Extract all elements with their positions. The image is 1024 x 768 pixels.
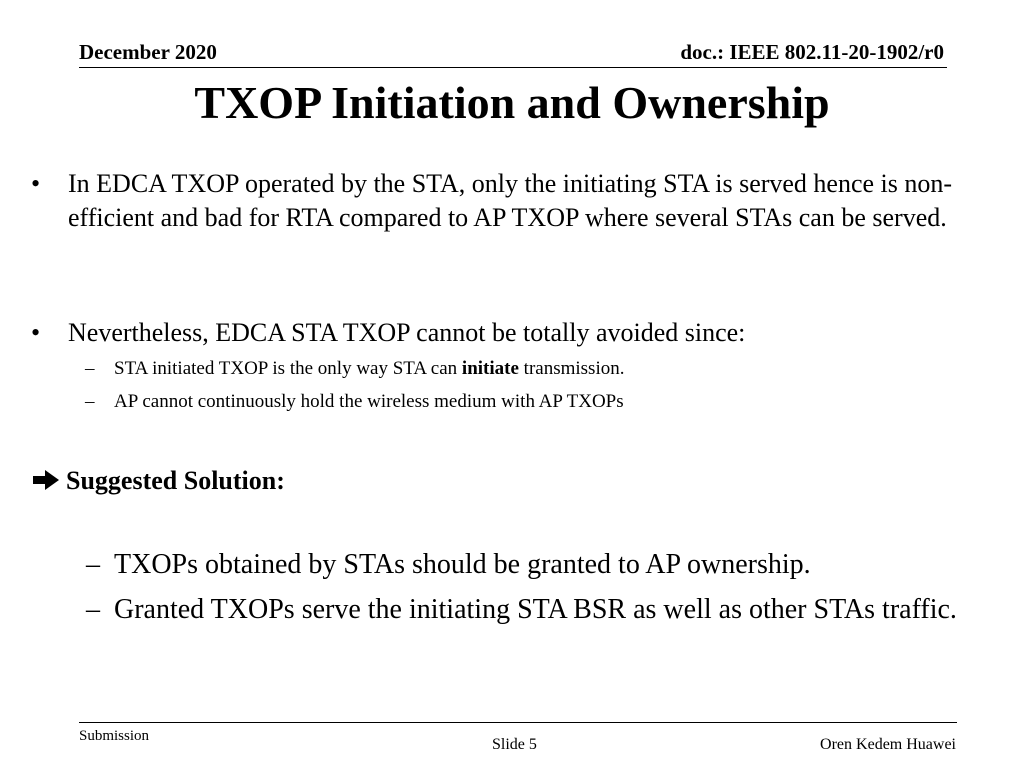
slide-title: TXOP Initiation and Ownership <box>194 77 830 128</box>
footer-slide-number: Slide 5 <box>492 736 537 753</box>
solution-item-1: TXOPs obtained by STAs should be granted to AP ownership. <box>114 549 811 580</box>
sub-bullet-dash: – <box>85 391 95 412</box>
sub-bullet-1-pre: STA initiated TXOP is the only way STA can <box>114 358 462 379</box>
footer-rule <box>79 722 957 723</box>
sub-bullet-1-post: transmission. <box>518 358 625 379</box>
sub-bullet-2: AP cannot continuously hold the wireless medium with AP TXOPs <box>114 391 624 412</box>
solution-dash: – <box>86 594 100 625</box>
header-doc-id: doc.: IEEE 802.11-20-1902/r0 <box>680 40 944 64</box>
bullet-text-1: In EDCA TXOP operated by the STA, only the initiating STA is served hence is non-efficient and bad for RTA compared to AP TXOP where several STAs can be served. <box>68 169 953 232</box>
header-rule <box>79 67 947 68</box>
bullet-marker: • <box>31 318 41 347</box>
sub-bullet-1 <box>114 357 624 381</box>
right-arrow-icon <box>32 469 60 491</box>
bullet-text-2: Nevertheless, EDCA STA TXOP cannot be totally avoided since: <box>68 318 746 347</box>
solution-item-2: Granted TXOPs serve the initiating STA BSR as well as other STAs traffic. <box>114 594 957 625</box>
footer-author: Oren Kedem Huawei <box>820 736 956 753</box>
solution-dash: – <box>86 549 100 580</box>
suggested-solution-label: Suggested Solution: <box>66 466 285 495</box>
footer-submission: Submission <box>79 728 150 744</box>
sub-bullet-dash: – <box>85 358 95 379</box>
bullet-marker: • <box>31 169 41 198</box>
sub-bullet-1-bold: initiate <box>461 358 519 379</box>
suggested-solution-heading <box>32 464 285 498</box>
header-date: December 2020 <box>79 40 217 64</box>
